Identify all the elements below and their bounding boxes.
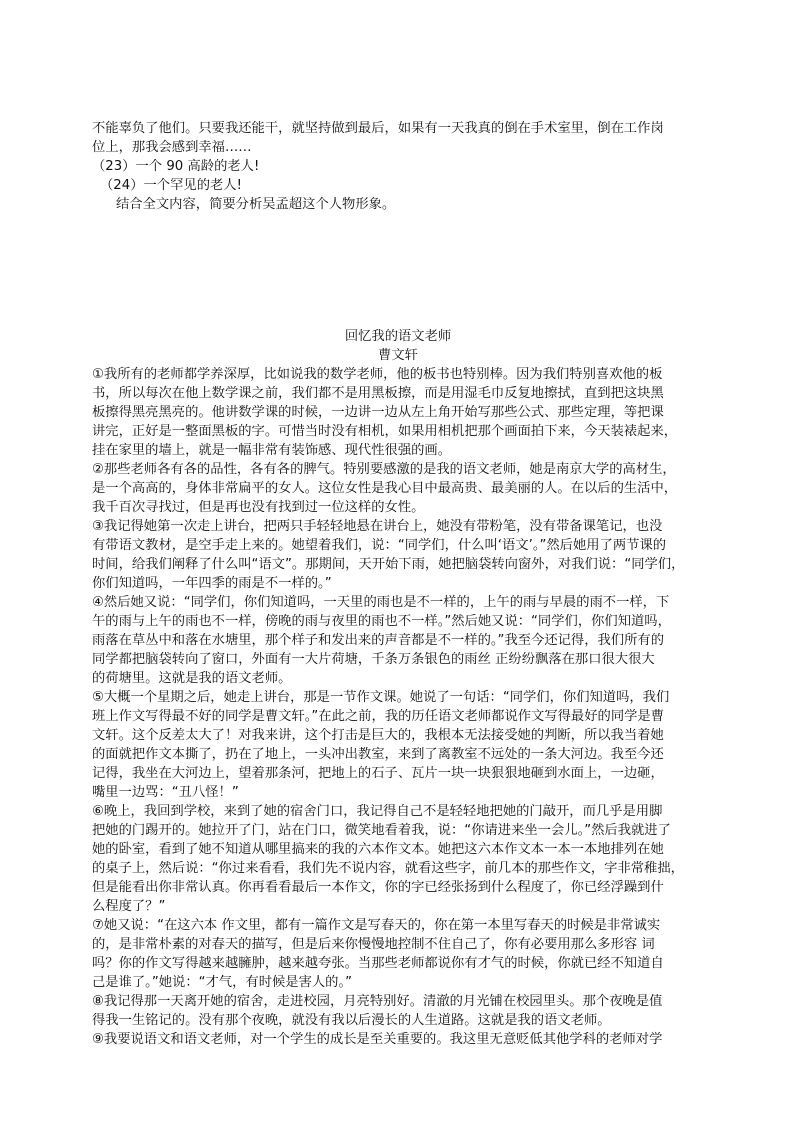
text-line: 己是谁了。”她说：“才气，有时候是害人的。” (92, 975, 353, 990)
text-line: 位上，那我会感到幸福…… (92, 140, 252, 155)
text-line: 得我一生铭记的。没有那个夜晚，就没有我以后漫长的人生道路。这就是我的语文老师。 (92, 1013, 611, 1028)
text-line: 的，是非常朴素的对春天的描写，但是后来你慢慢地控制不住自己了，你有必要用那么多形容 词 (92, 937, 655, 952)
text-line: 我千百次寻找过，但是再也没有找到过一位这样的女性。 (92, 500, 425, 515)
text-line: 的面就把作文本撕了，扔在了地上，一头冲出教室，来到了离教室不远处的一条大河边。我至今还 (92, 747, 664, 762)
article-title: 回忆我的语文老师 (344, 329, 452, 344)
text-line: ⑨我要说语文和语文老师，对一个学生的成长是至关重要的。我这里无意贬低其他学科的老师对学 (92, 1032, 663, 1047)
article-body (92, 365, 704, 1049)
text-line: 讲完，正好是一整面黑板的字。可惜当时没有相机，如果用相机把那个画面拍下来，今天装裱起来， (92, 424, 678, 439)
text-line: ①我所有的老师都学养深厚，比如说我的数学老师，他的板书也特别棒。因为我们特别喜欢他的板 (92, 367, 663, 382)
text-line: 但是能看出你非常认真。你再看看最后一本作文，你的字已经张扬到什么程度了，你已经浮躁到什 (92, 880, 664, 895)
text-line: ⑥晚上，我回到学校，来到了她的宿舍门口，我记得自己不是轻轻地把她的门敲开，而几乎是用脚 (92, 804, 663, 819)
text-line: 么程度了？” (92, 899, 166, 914)
text-line: 午的雨与上午的雨也不一样，傍晚的雨与夜里的雨也不一样。”然后她又说：“同学们，你们知道吗， (92, 614, 671, 629)
top-section (92, 119, 704, 214)
text-line: 有带语文教材，是空手走上来的。她望着我们，说：“同学们，什么叫‘语文’。”然后她用了两节课的 (92, 538, 667, 553)
text-line: 同学都把脑袋转向了窗口，外面有一大片荷塘，千条万条银色的雨丝 正纷纷飘落在那口很大很大 (92, 652, 655, 667)
text-line: 的桌子上，然后说：“你过来看看，我们先不说内容，就看这些字，前几本的那些作文，字非常稚拙， (92, 861, 684, 876)
text-line: ⑤大概一个星期之后，她走上讲台，那是一节作文课。她说了一句话：“同学们，你们知道吗，我们 (92, 690, 670, 705)
text-line: 她的卧室，看到了她不知道从哪里搞来的我的六本作文本。她把这六本作文本一本一本地排列在她 (92, 842, 664, 857)
question-text: 结合全文内容，简要分析吴孟超这个人物形象。 (116, 197, 396, 212)
text-line: ⑧我记得那一天离开她的宿舍，走进校园，月亮特别好。清澈的月光铺在校园里头。那个夜晚是值 (92, 994, 663, 1009)
text-line: 的荷塘里。这就是我的语文老师。 (92, 671, 292, 686)
text-line: ③我记得她第一次走上讲台，把两只手轻轻地悬在讲台上，她没有带粉笔，没有带备课笔记，也没 (92, 519, 663, 534)
text-line: 文轩。这个反差太大了！对我来讲，这个打击是巨大的，我根本无法接受她的判断，所以我当着她 (92, 728, 664, 743)
text-line: 挂在家里的墙上，就是一幅非常有装饰感、现代性很强的画。 (92, 443, 452, 458)
text-line: 记得，我坐在大河边上，望着那条河，把地上的石子、瓦片一块一块狠狠地砸到水面上，一边砸， (92, 766, 664, 781)
text-line: 时间，给我们阐释了什么叫“语文”。那期间，天开始下雨，她把脑袋转向窗外，对我们说：“同学们， (92, 557, 685, 572)
text-line: 嘴里一边骂：“丑八怪！” (92, 785, 239, 800)
answer-item-23: （23）一个 90 高龄的老人! (92, 159, 260, 174)
text-line: 板擦得黑亮黑亮的。他讲数学课的时候，一边讲一边从左上角开始写那些公式、那些定理，等把课 (92, 405, 664, 420)
text-line: 是一个高高的，身体非常扁平的女人。这位女性是我心目中最高贵、最美丽的人。在以后的生活中， (92, 481, 678, 496)
text-line: ④然后她又说：“同学们，你们知道吗，一天里的雨也是不一样的，上午的雨与早晨的雨不一样，下 (92, 595, 670, 610)
text-line: 把她的门踢开的。她拉开了门，站在门口，微笑地看着我，说：“你请进来坐一会儿。”然后我就进了 (92, 823, 671, 838)
text-line: 书，所以每次在他上数学课之前，我们都不是用黑板擦，而是用湿毛巾反复地擦拭，直到把这块黑 (92, 386, 664, 401)
article (92, 327, 704, 1049)
text-line: 不能辜负了他们。只要我还能干，就坚持做到最后，如果有一天我真的倒在手术室里，倒在工作岗 (92, 121, 664, 136)
text-line: 班上作文写得最不好的同学是曹文轩。”在此之前，我的历任语文老师都说作文写得最好的同学是曹 (92, 709, 665, 724)
text-line: 吗？你的作文写得越来越臃肿，越来越夸张。当那些老师都说你有才气的时候，你就已经不知道自 (92, 956, 664, 971)
text-line: 你们知道吗，一年四季的雨是不一样的。” (92, 576, 332, 591)
text-line: ②那些老师各有各的品性，各有各的脾气。特别要感激的是我的语文老师，她是南京大学的高材生， (92, 462, 676, 477)
text-line: ⑦她又说：“在这六本 作文里，都有一篇作文是写春天的，你在第一本里写春天的时候是非常诚实 (92, 918, 661, 933)
text-line: 雨落在草丛中和落在水塘里，那个样子和发出来的声音都是不一样的。”我至今还记得，我们所有的 (92, 633, 665, 648)
article-author: 曹文轩 (378, 348, 418, 363)
answer-item-24: （24）一个罕见的老人! (100, 178, 242, 193)
